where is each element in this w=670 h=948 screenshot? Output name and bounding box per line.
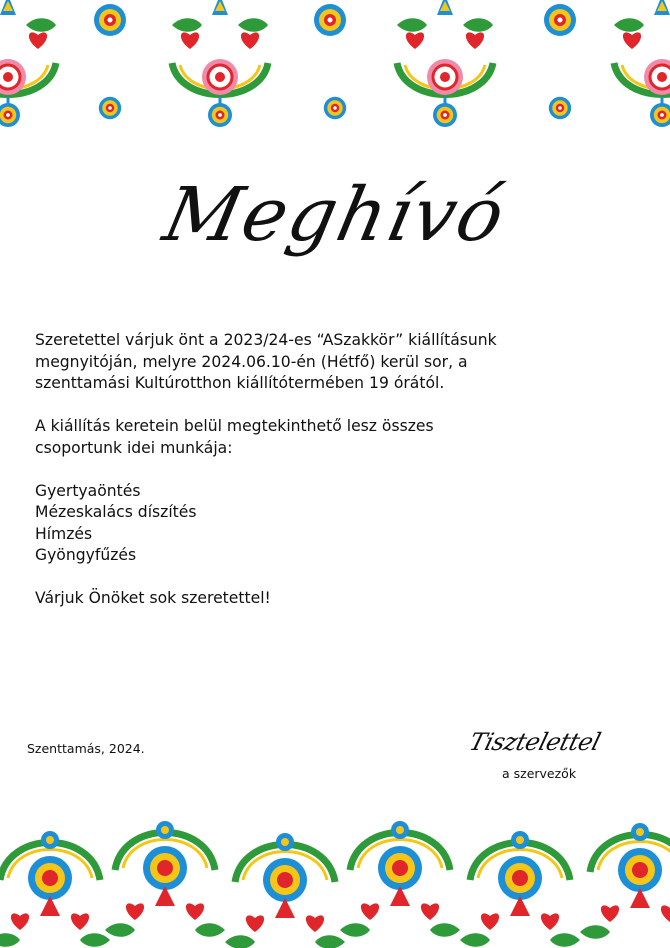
paragraph1-line: Szeretettel várjuk önt a 2023/24-es “ASzakkör” kiállításunk bbox=[35, 331, 497, 349]
top-motif-2 bbox=[172, 0, 268, 127]
closing-line: Várjuk Önöket sok szeretettel! bbox=[35, 589, 271, 607]
activity-item: Gyöngyfűzés bbox=[35, 546, 137, 564]
invitation-title: Meghívó bbox=[156, 172, 514, 258]
top-motif-3 bbox=[397, 0, 493, 127]
paragraph2-line: csoportunk idei munkája: bbox=[35, 438, 233, 457]
paragraph1-line: megnyitóján, melyre 2024.06.10-én (Hétfő) kerül sor, a bbox=[35, 352, 468, 371]
invitation-body bbox=[35, 330, 595, 610]
paragraph2-line: A kiállítás keretein belül megtekinthető lesz összes bbox=[35, 417, 434, 435]
signature-name: a szervezők bbox=[502, 766, 577, 781]
activity-item: Hímzés bbox=[35, 524, 93, 543]
signature-script: Tisztelettel bbox=[466, 728, 604, 756]
paragraph1-line: szenttamási Kultúrotthon kiállítótermében 19 órától. bbox=[35, 374, 445, 392]
place-date: Szenttamás, 2024. bbox=[27, 741, 145, 756]
activity-item: Mézeskalács díszítés bbox=[35, 503, 197, 521]
folk-border-top bbox=[0, 0, 670, 145]
folk-border-bottom bbox=[0, 800, 670, 948]
top-motif-1 bbox=[0, 0, 56, 127]
activity-item: Gyertyaöntés bbox=[35, 481, 141, 500]
top-motif-4 bbox=[614, 0, 670, 127]
